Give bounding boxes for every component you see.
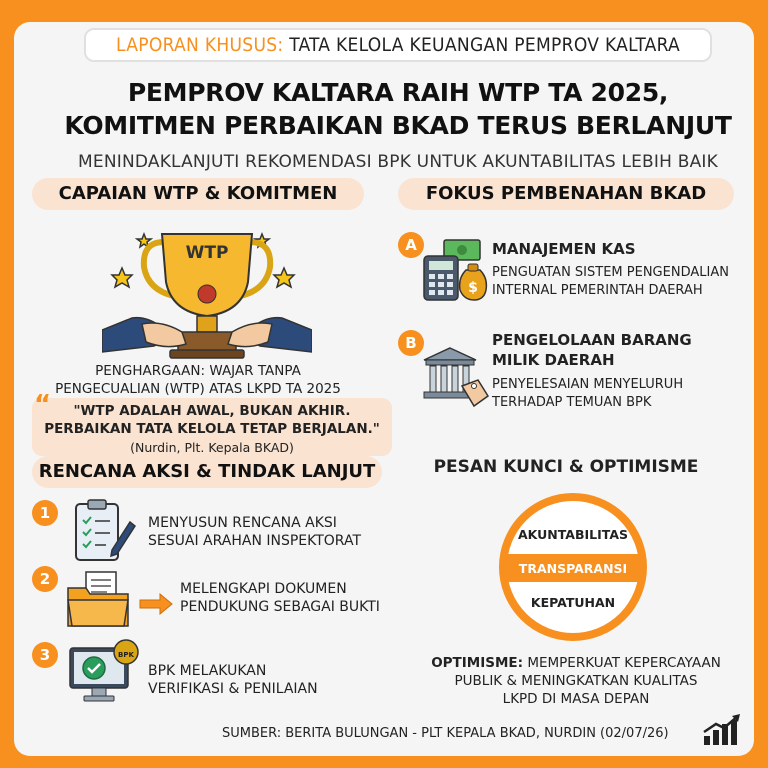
optimism-text <box>398 654 754 708</box>
quote-line-1: "WTP ADALAH AWAL, BUKAN AKHIR. <box>73 403 351 419</box>
arrow-right-icon <box>138 593 174 615</box>
focus-a-desc <box>492 264 752 300</box>
focus-b-desc-line-1: PENYELESAIAN MENYELURUH <box>492 377 684 392</box>
quote-text <box>32 402 392 438</box>
quote-author: (Nurdin, Plt. Kepala BKAD) <box>130 440 294 455</box>
action-number-1: 1 <box>32 500 58 526</box>
section-title-achievement: CAPAIAN WTP & KOMITMEN <box>32 178 364 210</box>
action-number-3: 3 <box>32 642 58 668</box>
action-number-2: 2 <box>32 566 58 592</box>
building-tag-icon <box>422 346 490 408</box>
quote-mark-icon: “ <box>34 390 52 420</box>
headline-line-2: KOMITMEN PERBAIKAN BKAD TERUS BERLANJUT <box>64 111 732 140</box>
award-line-2: PENGECUALIAN (WTP) ATAS LKPD TA 2025 <box>55 381 341 397</box>
circle-middle-label: TRANSPARANSI <box>518 561 628 576</box>
focus-letter-a: A <box>398 232 424 258</box>
focus-a-desc-line-2: INTERNAL PEMERINTAH DAERAH <box>492 283 703 298</box>
action-2-line-2: PENDUKUNG SEBAGAI BUKTI <box>180 599 380 615</box>
focus-b-title <box>492 330 742 370</box>
optimism-label: OPTIMISME: <box>431 655 524 671</box>
report-tag-text: TATA KELOLA KEUANGAN PEMPROV KALTARA <box>283 34 680 56</box>
focus-letter-b: B <box>398 330 424 356</box>
section-title-action-plan: RENCANA AKSI & TINDAK LANJUT <box>32 456 382 488</box>
content-panel <box>14 22 754 756</box>
quote-line-2: PERBAIKAN TATA KELOLA TETAP BERJALAN." <box>44 421 380 437</box>
circle-bottom-label: KEPATUHAN <box>530 595 616 610</box>
action-text-2 <box>180 580 400 616</box>
bpk-badge-icon: BPK <box>118 651 134 659</box>
award-text <box>32 362 364 398</box>
report-tag-highlight: LAPORAN KHUSUS: <box>116 34 284 56</box>
svg-text:$: $ <box>468 280 478 296</box>
action-3-line-1: BPK MELAKUKAN <box>148 663 267 679</box>
action-1-line-2: SESUAI ARAHAN INSPEKTORAT <box>148 533 362 549</box>
optimism-line-1 <box>398 654 754 672</box>
focus-a-desc-line-1: PENGUATAN SISTEM PENGENDALIAN <box>492 265 729 280</box>
action-2-line-1: MELENGKAPI DOKUMEN <box>180 581 347 597</box>
focus-a-title: MANAJEMEN KAS <box>492 240 636 258</box>
source-credit: SUMBER: BERITA BULUNGAN - PLT KEPALA BKAD, NURDIN (02/07/26) <box>222 726 669 741</box>
trophy-handshake-icon <box>102 212 312 362</box>
cash-calculator-icon <box>422 238 488 302</box>
clipboard-pen-icon <box>72 498 136 564</box>
focus-b-title-line-1: PENGELOLAAN BARANG <box>492 331 692 349</box>
circle-top-label: AKUNTABILITAS <box>517 527 628 542</box>
key-message-title: PESAN KUNCI & OPTIMISME <box>433 457 699 477</box>
trophy-label: WTP <box>185 243 229 263</box>
optimism-line-2: PUBLIK & MENINGKATKAN KUALITAS <box>454 673 698 689</box>
award-line-1: PENGHARGAAN: WAJAR TANPA <box>95 363 301 379</box>
headline <box>34 76 762 142</box>
action-3-line-2: VERIFIKASI & PENILAIAN <box>148 681 318 697</box>
growth-chart-icon <box>702 714 742 746</box>
optimism-line-1-text: MEMPERKUAT KEPERCAYAAN <box>523 655 721 671</box>
optimism-line-3: LKPD DI MASA DEPAN <box>502 691 650 707</box>
report-tag <box>84 28 712 62</box>
subheadline: MENINDAKLANJUTI REKOMENDASI BPK UNTUK AKUNTABILITAS LEBIH BAIK <box>78 152 718 172</box>
focus-b-title-line-2: MILIK DAERAH <box>492 351 615 369</box>
action-text-1 <box>148 514 388 550</box>
action-1-line-1: MENYUSUN RENCANA AKSI <box>148 515 337 531</box>
focus-b-desc <box>492 376 752 412</box>
headline-line-1: PEMPROV KALTARA RAIH WTP TA 2025, <box>127 78 669 107</box>
section-title-focus: FOKUS PEMBENAHAN BKAD <box>398 178 734 210</box>
action-text-3 <box>148 662 388 698</box>
folder-documents-icon <box>66 570 132 628</box>
focus-b-desc-line-2: TERHADAP TEMUAN BPK <box>492 395 652 410</box>
